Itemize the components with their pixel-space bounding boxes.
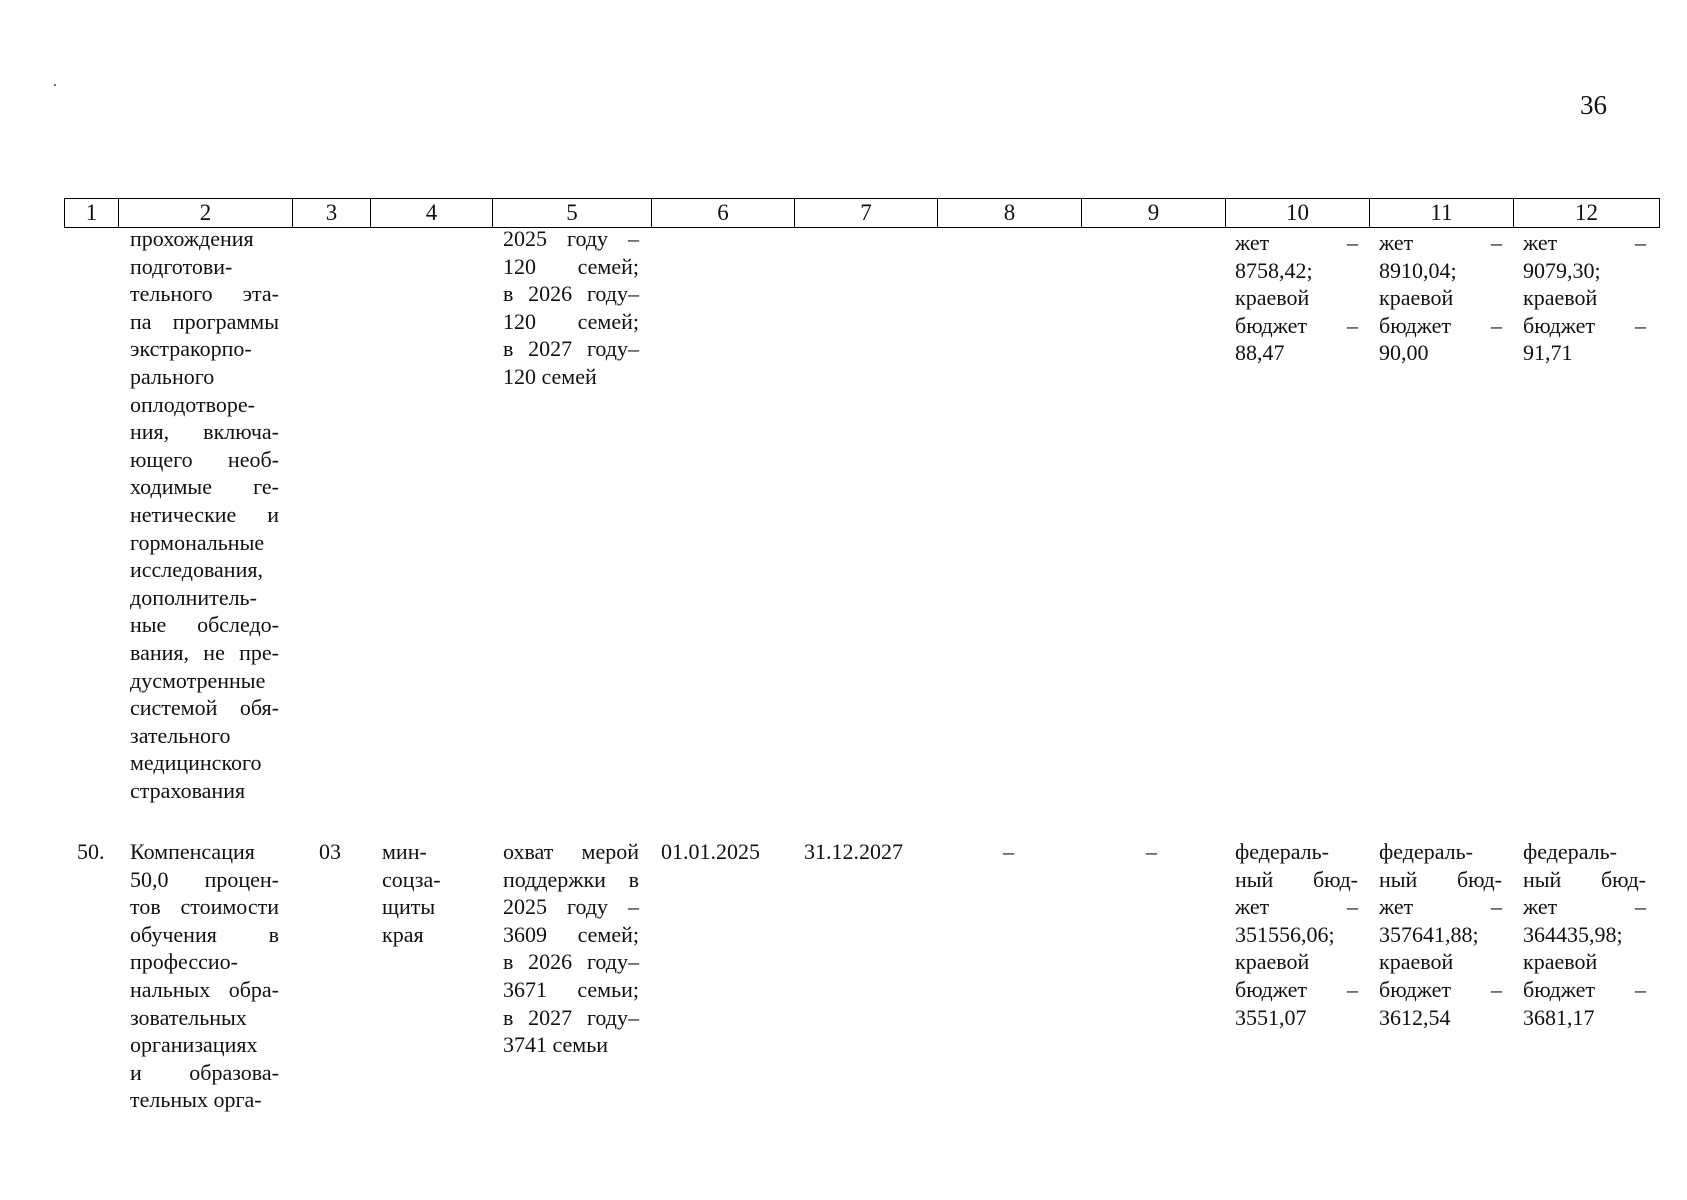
text-line: жет – bbox=[1523, 894, 1646, 920]
header-col-10: 10 bbox=[1226, 199, 1370, 227]
text-line: в 2026 году– bbox=[503, 281, 639, 307]
header-col-2: 2 bbox=[119, 199, 293, 227]
text-line: тельного эта- bbox=[130, 281, 279, 307]
text-line: мин- bbox=[382, 839, 427, 864]
text-line: ные обследо- bbox=[130, 612, 279, 638]
text-line: 3741 семьи bbox=[503, 1032, 609, 1058]
text-line: 120 семей; bbox=[503, 253, 639, 279]
text-line: медицинского bbox=[130, 750, 262, 776]
text-line: федераль- bbox=[1379, 839, 1473, 864]
text-line: ный бюд- bbox=[1379, 866, 1502, 892]
text-line: системой обя- bbox=[130, 695, 279, 721]
text-line: па программы bbox=[130, 308, 279, 334]
row50-col3: 03 bbox=[319, 839, 341, 864]
text-line: краевой bbox=[1379, 285, 1454, 311]
row-continued-col5 bbox=[503, 225, 639, 391]
header-col-7: 7 bbox=[795, 199, 938, 227]
text-line: дополнитель- bbox=[130, 584, 257, 610]
text-line: ния, включа- bbox=[130, 419, 279, 445]
header-col-4: 4 bbox=[371, 199, 493, 227]
text-line: прохождения bbox=[130, 226, 254, 251]
text-line: рального bbox=[130, 363, 215, 389]
page-number: 36 bbox=[1580, 90, 1607, 120]
text-line: зательного bbox=[130, 722, 231, 748]
text-line: 3612,54 bbox=[1379, 1004, 1451, 1030]
text-line: краевой bbox=[1235, 285, 1310, 311]
text-line: бюджет – bbox=[1379, 976, 1502, 1002]
row50-col5 bbox=[503, 838, 639, 1059]
text-line: 90,00 bbox=[1379, 340, 1429, 366]
row50-col4 bbox=[382, 838, 452, 948]
text-line: 357641,88; bbox=[1379, 921, 1479, 947]
text-line: ный бюд- bbox=[1235, 866, 1358, 892]
text-line: в 2027 году– bbox=[503, 1004, 639, 1030]
header-col-6: 6 bbox=[652, 199, 795, 227]
text-line: 2025 году – bbox=[503, 894, 639, 920]
text-line: оплодотворе- bbox=[130, 391, 255, 417]
text-line: страхования bbox=[130, 777, 246, 803]
header-col-8: 8 bbox=[938, 199, 1082, 227]
text-line: краевой bbox=[1523, 949, 1598, 975]
text-line: нальных обра- bbox=[130, 976, 279, 1002]
text-line: бюджет – bbox=[1235, 976, 1358, 1002]
text-line: зовательных bbox=[130, 1004, 247, 1030]
text-line: жет – bbox=[1235, 230, 1358, 255]
row50-col7: 31.12.2027 bbox=[804, 839, 903, 864]
text-line: и образова- bbox=[130, 1059, 279, 1085]
text-line: Компенсация bbox=[130, 839, 255, 864]
header-col-12: 12 bbox=[1575, 200, 1598, 225]
header-col-1: 1 bbox=[65, 199, 119, 227]
scan-speck bbox=[54, 84, 56, 86]
text-line: бюджет – bbox=[1379, 312, 1502, 338]
row50-col6: 01.01.2025 bbox=[661, 839, 760, 864]
text-line: жет – bbox=[1379, 230, 1502, 255]
text-line: бюджет – bbox=[1523, 976, 1646, 1002]
text-line: 3609 семей; bbox=[503, 921, 639, 947]
row-continued-col12 bbox=[1523, 229, 1646, 367]
text-line: исследования, bbox=[130, 557, 263, 583]
text-line: 91,71 bbox=[1523, 340, 1573, 366]
text-line: жет – bbox=[1523, 230, 1646, 255]
text-line: поддержки в bbox=[503, 866, 639, 892]
text-line: 3671 семьи; bbox=[503, 976, 639, 1002]
text-line: вания, не пре- bbox=[130, 639, 279, 665]
text-line: подготови- bbox=[130, 253, 233, 279]
header-col-3: 3 bbox=[293, 199, 371, 227]
text-line: 364435,98; bbox=[1523, 921, 1623, 947]
text-line: ходимые ге- bbox=[130, 474, 279, 500]
row-continued-col11 bbox=[1379, 229, 1502, 367]
text-line: экстракорпо- bbox=[130, 336, 252, 362]
text-line: федераль- bbox=[1235, 839, 1329, 864]
text-line: краевой bbox=[1235, 949, 1310, 975]
text-line: 88,47 bbox=[1235, 340, 1285, 366]
table-header-row bbox=[64, 198, 1660, 228]
row50-col9: – bbox=[1146, 839, 1157, 864]
text-line: ный бюд- bbox=[1523, 866, 1646, 892]
text-line: профессио- bbox=[130, 949, 238, 975]
text-line: жет – bbox=[1235, 894, 1358, 920]
text-line: 120 семей; bbox=[503, 308, 639, 334]
row50-col11 bbox=[1379, 838, 1502, 1031]
text-line: 3551,07 bbox=[1235, 1004, 1307, 1030]
row50-col8: – bbox=[1003, 839, 1014, 864]
text-line: краевой bbox=[1523, 285, 1598, 311]
text-line: краевой bbox=[1379, 949, 1454, 975]
text-line: организациях bbox=[130, 1032, 258, 1058]
text-line: щиты bbox=[382, 894, 436, 920]
text-line: бюджет – bbox=[1523, 312, 1646, 338]
header-col-9: 9 bbox=[1082, 199, 1226, 227]
text-line: федераль- bbox=[1523, 839, 1617, 864]
text-line: нетические и bbox=[130, 501, 279, 527]
text-line: тельных орга- bbox=[130, 1087, 262, 1113]
row-continued-col10 bbox=[1235, 229, 1358, 367]
text-line: 2025 году – bbox=[503, 226, 639, 251]
header-col-11: 11 bbox=[1370, 199, 1514, 227]
row50-number: 50. bbox=[77, 839, 105, 864]
text-line: жет – bbox=[1379, 894, 1502, 920]
text-line: 50,0 процен- bbox=[130, 866, 279, 892]
text-line: ющего необ- bbox=[130, 446, 279, 472]
row50-col2 bbox=[130, 838, 279, 1114]
text-line: гормональные bbox=[130, 529, 265, 555]
text-line: 9079,30; bbox=[1523, 257, 1601, 283]
text-line: бюджет – bbox=[1235, 312, 1358, 338]
text-line: края bbox=[382, 921, 424, 947]
header-col-5: 5 bbox=[493, 199, 652, 227]
text-line: дусмотренные bbox=[130, 667, 266, 693]
text-line: 351556,06; bbox=[1235, 921, 1335, 947]
text-line: 120 семей bbox=[503, 363, 597, 389]
text-line: соцза- bbox=[382, 866, 441, 892]
text-line: обучения в bbox=[130, 921, 279, 947]
row50-col12 bbox=[1523, 838, 1646, 1031]
text-line: 8758,42; bbox=[1235, 257, 1313, 283]
text-line: в 2027 году– bbox=[503, 336, 639, 362]
text-line: в 2026 году– bbox=[503, 949, 639, 975]
text-line: 3681,17 bbox=[1523, 1004, 1595, 1030]
row-continued-col2 bbox=[130, 225, 279, 804]
text-line: 8910,04; bbox=[1379, 257, 1457, 283]
row50-col10 bbox=[1235, 838, 1358, 1031]
text-line: охват мерой bbox=[503, 839, 639, 864]
text-line: тов стоимости bbox=[130, 894, 279, 920]
